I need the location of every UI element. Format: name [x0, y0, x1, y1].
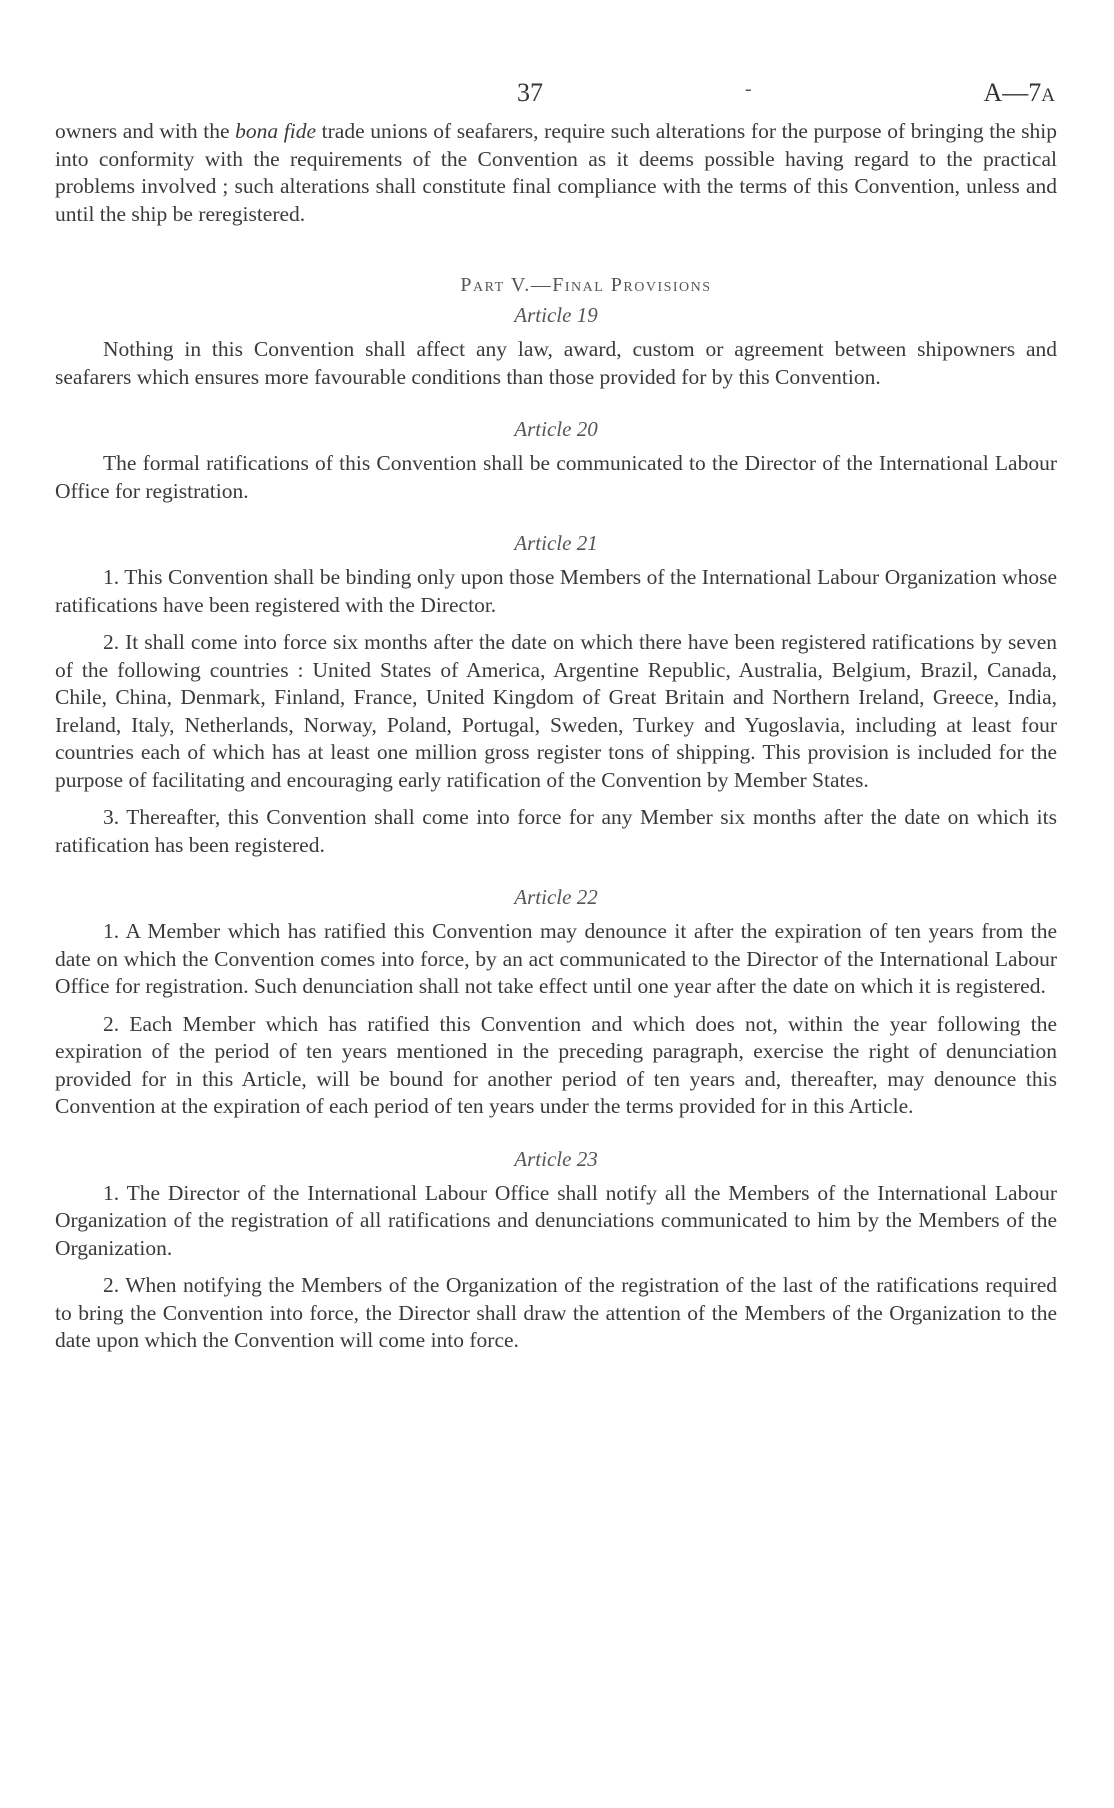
document-page [55, 68, 1057, 1355]
page-reference-main: A—7 [983, 78, 1042, 107]
page-reference-sub: A [1041, 85, 1055, 106]
article-heading: Article 20 [514, 417, 598, 441]
continuation-text-end: trade unions of seafarers, require such alterations for the purpose of bringing the ship into conformity with the requirements of the Convention as it deems possible having regard to the practical problems involved ; such alterations shall constitute final compliance with the terms of this Convention, unless and until the ship be reregistered. [55, 119, 1057, 226]
page-number: 37 [517, 78, 543, 107]
page-reference [983, 78, 1055, 108]
article-heading: Article 23 [514, 1146, 598, 1171]
article-paragraph: 1. A Member which has ratified this Convention may denounce it after the expiration of ten years from the date on which the Convention comes into force, by an act communicated to the Director of the International Labour Office for registration. Such denunciation shall not take effect until one year after the date on which it is registered. [55, 919, 1057, 998]
part-heading: Part V.—Final Provisions [460, 274, 712, 296]
article-heading: Article 19 [514, 303, 598, 327]
continuation-paragraph [55, 118, 1057, 228]
article-heading: Article 21 [514, 531, 598, 555]
article-paragraph: 2. When notifying the Members of the Organization of the registration of the last of the ratifications required to bring the Convention into force, the Director shall draw the attention of the Members of the Organization to the date upon which the Convention will come into force. [55, 1273, 1057, 1352]
article-paragraph: 2. Each Member which has ratified this Convention and which does not, within the year following the expiration of the period of ten years mentioned in the preceding paragraph, exercise the right of denunciation provided for in this Article, will be bound for another period of ten years and, thereafter, may denounce this Convention at the expiration of each period of ten years under the terms provided for in this Article. [55, 1011, 1057, 1118]
article-paragraph: Nothing in this Convention shall affect any law, award, custom or agreement between shipowners and seafarers which ensures more favourable conditions than those provided for by this Convention. [55, 337, 1057, 389]
article-paragraph: 1. The Director of the International Labour Office shall notify all the Members of the International Labour Organization of the registration of all ratifications and denunciations communicated to him by the Members of the Organization. [55, 1180, 1057, 1260]
article-heading: Article 22 [514, 885, 598, 909]
continuation-italic: bona fide [235, 119, 317, 143]
article-paragraph: 2. It shall come into force six months after the date on which there have been registered ratifications by seven of the following countries : United States of America, Argentine Republic, Australia, Belgium, Brazil, Canada, Chile, China, Denmark, Finland, France, United Kingdom of Great Britain and Northern Ireland, Greece, India, Ireland, Italy, Netherlands, Norway, Poland, Portugal, Sweden, Turkey and Yugoslavia, including at least four countries each of which has at least one million gross register tons of shipping. This provision is included for the purpose of facilitating and encouraging early ratification of the Convention by Member States. [55, 630, 1057, 792]
page-header [55, 68, 1057, 118]
article-paragraph: The formal ratifications of this Convention shall be communicated to the Director of the International Labour Office for registration. [55, 451, 1057, 503]
article-paragraph: 1. This Convention shall be binding only upon those Members of the International Labour Organization whose ratifications have been registered with the Director. [55, 565, 1057, 617]
article-paragraph: 3. Thereafter, this Convention shall come into force for any Member six months after the date on which its ratification has been registered. [55, 805, 1057, 857]
header-dash: - [745, 78, 752, 100]
continuation-text-start: owners and with the [55, 119, 236, 143]
